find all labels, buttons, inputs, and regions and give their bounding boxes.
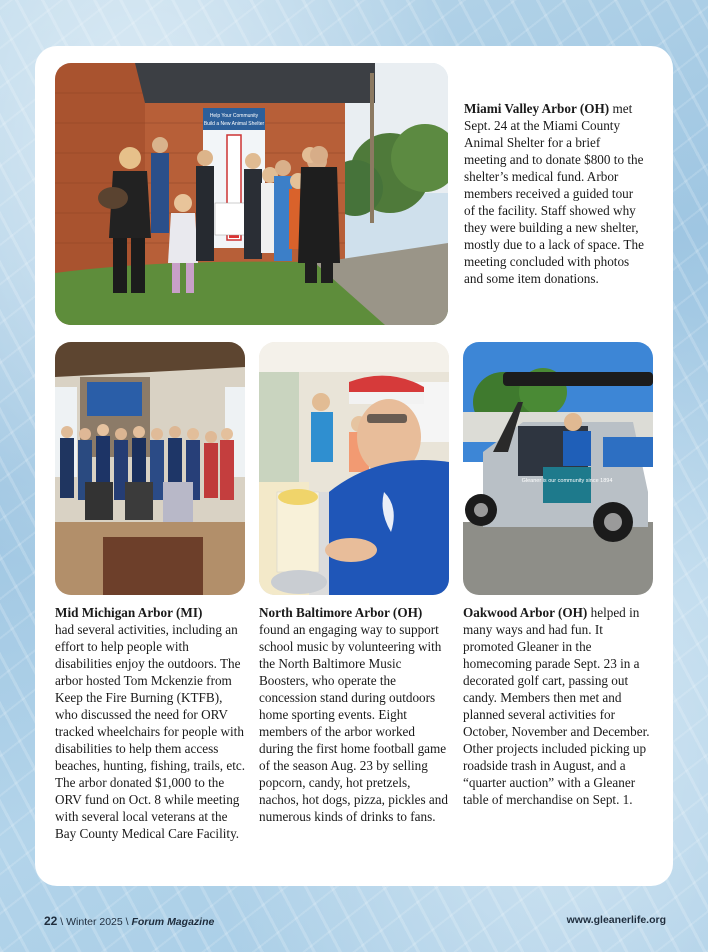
article-north-baltimore-heading: North Baltimore Arbor (OH) xyxy=(259,605,423,620)
photo-mid-michigan-veterans xyxy=(55,342,245,595)
article-mid-michigan-heading: Mid Michigan Arbor (MI) xyxy=(55,605,203,620)
photo-north-baltimore-concession xyxy=(259,342,449,595)
shelter-photo-illustration xyxy=(55,63,448,325)
article-oakwood-heading: Oakwood Arbor (OH) xyxy=(463,605,588,620)
article-miami-valley xyxy=(464,100,644,287)
shelter-sign-line1: Help Your Community xyxy=(209,113,259,119)
article-miami-valley-heading: Miami Valley Arbor (OH) xyxy=(464,101,610,116)
concession-photo-illustration xyxy=(259,342,449,595)
photo-oakwood-golf-cart xyxy=(463,342,653,595)
photo-miami-valley-shelter xyxy=(55,63,448,325)
article-miami-valley-body: met Sept. 24 at the Miami County Animal Shelter for a brief meeting and to donate $800 to the shelter’s medical fund. Arbor members received a guided tour of the facility. Staff showed why they were building a new shelter, mostly due to a lack of space. The meeting concluded with photos and some item donations. xyxy=(464,101,644,286)
article-north-baltimore xyxy=(259,604,451,825)
magazine-name: Forum Magazine xyxy=(131,916,215,928)
article-oakwood-body: helped in many ways and had fun. It promoted Gleaner in the homecoming parade Sept. 23 in a decorated golf cart, passing out candy. Members then met and planned several activities for October, November and December. Other projects included picking up roadside trash in August, and a “quarter auction” with a Gleaner table of merchandise on Sept. 1. xyxy=(463,605,650,807)
issue-label: \ Winter 2025 \ xyxy=(60,916,129,928)
article-oakwood xyxy=(463,604,655,808)
page-number: 22 xyxy=(44,914,58,928)
article-mid-michigan-body: had several activities, including an effort to help people with disabilities enjoy the outdoors. The arbor hosted Tom Mckenzie from Keep the Fire Burning (KTFB), who discussed the need for ORV tracked wheelchairs for people with disabilities to help them access beaches, hunting, fishing, trails, etc. The arbor donated $1,000 to the ORV fund on Oct. 8 while meeting with several local veterans at the Bay County Medical Care Facility. xyxy=(55,622,246,841)
article-mid-michigan xyxy=(55,604,247,842)
article-north-baltimore-body: found an engaging way to support school music by volunteering with the North Baltimore Music Boosters, who operate the concession stand during outdoors home sporting events. Eight members of the arbor worked during the first home football game of the season Aug. 23 by selling popcorn, candy, hot pretzels, nachos, hot dogs, pizza, pickles and numerous kinds of drinks to fans. xyxy=(259,622,448,824)
cart-sign-text: Gleaner is our community since 1894 xyxy=(521,478,613,484)
footer-left xyxy=(44,914,214,928)
golf-cart-photo-illustration xyxy=(463,342,653,595)
website-link[interactable]: www.gleanerlife.org xyxy=(566,914,666,926)
shelter-sign-line2: Build a New Animal Shelter xyxy=(203,121,265,127)
veterans-photo-illustration xyxy=(55,342,245,595)
